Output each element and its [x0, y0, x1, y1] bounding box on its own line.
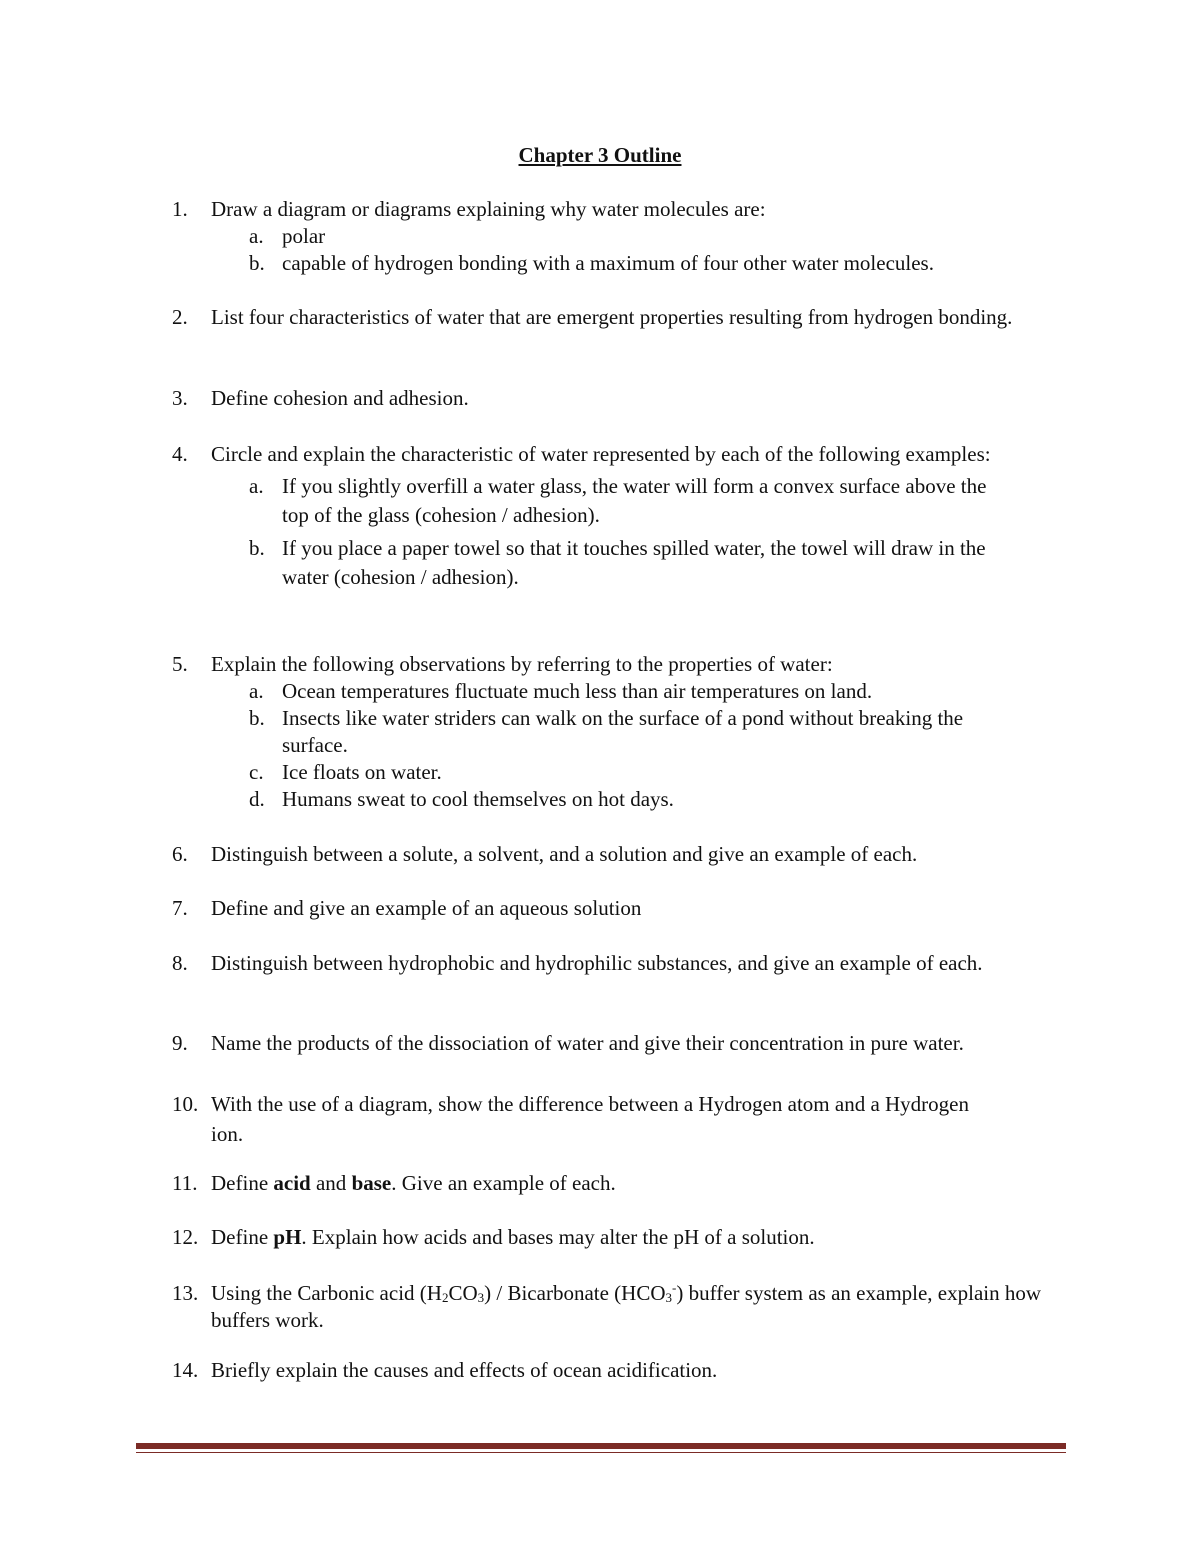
question-number: 6. [172, 842, 188, 866]
term-acid: acid [273, 1171, 311, 1195]
sub-text: Insects like water striders can walk on the surface of a pond without breaking the surface. [282, 706, 964, 757]
question-text: Define acid and base. Give an example of each. [211, 1171, 616, 1195]
question-text: Explain the following observations by referring to the properties of water: [211, 652, 833, 676]
term-ph: pH [273, 1225, 302, 1249]
question-number: 12. [172, 1225, 199, 1249]
question-text: Using the Carbonic acid $(H_2CO_3)$ / Bicarbonate $(HCO_3^-)$ buffer system as an example, explain how buffers work. [211, 1280, 1042, 1332]
sub-letter: b. [249, 251, 265, 275]
term-base: base [351, 1171, 392, 1195]
question-number: 8. [172, 951, 188, 975]
question-number: 13. [172, 1281, 199, 1305]
sub-item [211, 472, 1011, 531]
sub-text: capable of hydrogen bonding with a maximum of four other water molecules. [282, 251, 934, 275]
question-text: Distinguish between hydrophobic and hydrophilic substances, and give an example of each. [211, 951, 983, 975]
question-text: Circle and explain the characteristic of water represented by each of the following examples: [211, 442, 991, 466]
question-number: 4. [172, 442, 188, 466]
question-text: Name the products of the dissociation of water and give their concentration in pure water. [211, 1031, 964, 1055]
question-number: 9. [172, 1031, 188, 1055]
sub-letter: b. [249, 706, 265, 730]
sub-text: If you place a paper towel so that it touches spilled water, the towel will draw in the water (cohesion / adhesion). [282, 535, 986, 589]
footer-rule [136, 1443, 1066, 1449]
question-number: 5. [172, 652, 188, 676]
sub-item [211, 534, 1011, 593]
sub-item [211, 250, 1061, 277]
sub-text: Humans sweat to cool themselves on hot days. [282, 787, 674, 811]
question-number: 2. [172, 305, 188, 329]
question-number: 14. [172, 1358, 199, 1382]
sub-letter: a. [249, 473, 264, 498]
sub-text: polar [282, 224, 326, 248]
sub-letter: a. [249, 224, 264, 248]
sub-letter: d. [249, 787, 265, 811]
sub-text: Ocean temperatures fluctuate much less than air temperatures on land. [282, 679, 873, 703]
page-title: Chapter 3 Outline [518, 143, 682, 167]
sub-letter: b. [249, 535, 265, 560]
sub-item [211, 223, 1061, 250]
question-number: 1. [172, 197, 188, 221]
sub-letter: a. [249, 679, 264, 703]
sub-item [211, 759, 1061, 786]
sub-text: If you slightly overfill a water glass, the water will form a convex surface above the top of the glass (cohesion / adhesion). [282, 473, 987, 527]
question-number: 10. [172, 1092, 199, 1116]
question-number: 3. [172, 386, 188, 410]
question-text: Define cohesion and adhesion. [211, 386, 469, 410]
question-text: Distinguish between a solute, a solvent, and a solution and give an example of each. [211, 842, 918, 866]
question-text: Briefly explain the causes and effects of ocean acidification. [211, 1358, 718, 1382]
question-text: Draw a diagram or diagrams explaining why water molecules are: [211, 197, 766, 221]
sub-letter: c. [249, 760, 264, 784]
question-text: List four characteristics of water that are emergent properties resulting from hydrogen bonding. [211, 305, 1013, 329]
sub-item [211, 705, 1061, 759]
footer-rule-thin [136, 1452, 1066, 1453]
sub-item [211, 786, 1061, 813]
question-text: With the use of a diagram, show the difference between a Hydrogen atom and a Hydrogen ion. [211, 1092, 969, 1146]
sub-item [211, 678, 1061, 705]
sub-text: Ice floats on water. [282, 760, 442, 784]
question-text: Define pH. Explain how acids and bases may alter the pH of a solution. [211, 1225, 815, 1249]
question-number: 11. [172, 1171, 198, 1195]
question-number: 7. [172, 896, 188, 920]
question-text: Define and give an example of an aqueous solution [211, 896, 642, 920]
